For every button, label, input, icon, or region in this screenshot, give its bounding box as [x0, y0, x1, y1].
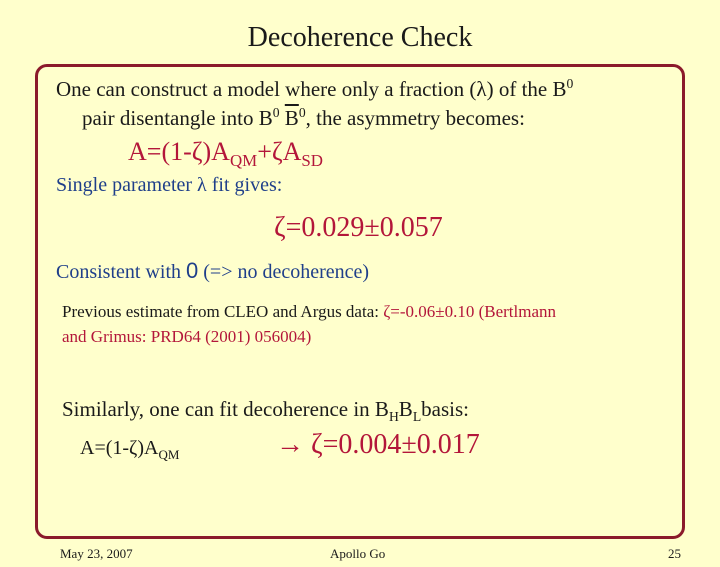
qm-formula [80, 437, 179, 463]
consistency-note: (=> no decoherence) [198, 261, 370, 283]
subscript-qm: QM [229, 151, 258, 171]
consistency-text: Consistent with [56, 261, 187, 283]
previous-estimate-line-2: and Grimus: PRD64 (2001) 056004) [62, 327, 312, 346]
formula-part: A=(1-ζ)A [80, 437, 159, 459]
basis-fit-result: → ζ=0.004±0.017 [276, 429, 480, 460]
intro-line-1 [56, 76, 573, 102]
superscript: 0 [566, 76, 574, 91]
b-bar: $\overline{B}$ [284, 106, 299, 130]
basis-b: B [398, 397, 413, 421]
footer-author: Apollo Go [330, 546, 386, 561]
superscript: 0 [298, 105, 306, 120]
formula-part: +ζA [257, 137, 302, 166]
basis-line [62, 397, 469, 425]
slide-title: Decoherence Check [247, 22, 473, 53]
intro-line-1-text: One can construct a model where only a fraction (λ) of the B [56, 77, 567, 101]
consistency-line [56, 258, 369, 284]
subscript-qm: QM [158, 447, 180, 462]
superscript: 0 [272, 105, 280, 120]
previous-estimate-text: Previous estimate from CLEO and Argus data: [62, 302, 384, 321]
fit-result: ζ=0.029±0.057 [274, 212, 443, 243]
subscript-sd: SD [301, 151, 323, 171]
footer-page-number: 25 [668, 546, 681, 561]
footer-date: May 23, 2007 [60, 546, 133, 561]
subscript-l: L [412, 409, 422, 425]
intro-line-2-text: pair disentangle into B [82, 106, 273, 130]
asymmetry-formula [128, 137, 323, 171]
basis-end: basis: [421, 397, 469, 421]
previous-estimate-value: ζ=-0.06±0.10 (Bertlmann [383, 302, 557, 321]
basis-text: Similarly, one can fit decoherence in B [62, 397, 389, 421]
consistency-zero: 0 [186, 258, 199, 283]
fit-description: Single parameter λ fit gives: [56, 174, 283, 196]
intro-line-2-end: , the asymmetry becomes: [305, 106, 525, 130]
subscript-h: H [388, 409, 399, 425]
intro-line-2 [82, 105, 525, 131]
previous-estimate-line-1 [62, 302, 556, 322]
formula-part: A=(1-ζ)A [128, 137, 230, 166]
